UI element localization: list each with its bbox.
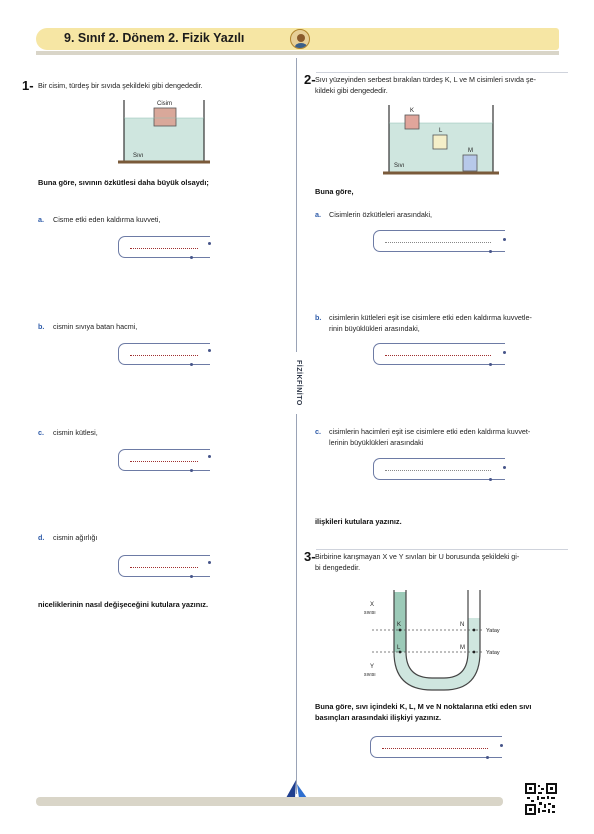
level-label: Yatay xyxy=(486,628,500,634)
part-text: cismin ağırlığı xyxy=(53,533,98,542)
question-rule xyxy=(316,549,568,550)
part-letter: b. xyxy=(38,322,45,331)
answer-box[interactable] xyxy=(118,236,212,264)
point-m-label: M xyxy=(460,645,465,651)
part-letter: c. xyxy=(38,428,44,437)
question-prompt: Buna göre, sıvının özkütlesi daha büyük olsaydı; xyxy=(38,178,209,187)
question-number: 1- xyxy=(22,78,34,93)
answer-box[interactable] xyxy=(118,555,212,583)
part-letter: a. xyxy=(315,210,321,219)
part-letter: a. xyxy=(38,215,44,224)
column-divider xyxy=(296,58,297,352)
level-label: Yatay xyxy=(486,650,500,656)
body-label-k: K xyxy=(410,108,415,114)
question-closing: niceliklerinin nasıl değişeceğini kutulara yazınız. xyxy=(38,600,209,609)
header-stripe xyxy=(36,51,559,55)
column-divider xyxy=(296,414,297,794)
answer-box[interactable] xyxy=(370,736,504,764)
liquid-x-label: X xyxy=(370,602,375,608)
point-n-label: N xyxy=(460,622,465,628)
liquid-label: Sıvı xyxy=(133,153,144,159)
part-letter: c. xyxy=(315,427,321,436)
qr-code-icon xyxy=(525,783,557,815)
part-text: cisimlerin kütleleri eşit ise cisimlere etki eden kaldırma kuvvetle- xyxy=(329,313,532,322)
body-label-m: M xyxy=(468,148,473,154)
question-number: 3- xyxy=(304,549,316,564)
question-text: Sıvı yüzeyinden serbest bırakılan türdeş K, L ve M cisimleri sıvıda şe- xyxy=(315,75,537,84)
part-text: Cisme etki eden kaldırma kuvveti, xyxy=(53,215,161,224)
question-text: bi dengededir. xyxy=(315,563,361,572)
part-text: Cisimlerin özkütleleri arasındaki, xyxy=(329,210,433,219)
point-k-label: K xyxy=(397,622,402,628)
part-text: cisimlerin hacimleri eşit ise cisimlere etki eden kaldırma kuvvet- xyxy=(329,427,531,436)
part-letter: d. xyxy=(38,533,45,542)
part-text: rinin büyüklükleri arasındaki, xyxy=(329,324,420,333)
q3-u-tube-figure xyxy=(372,588,512,694)
part-text: cismin kütlesi, xyxy=(53,428,98,437)
part-text: cismin sıvıya batan hacmi, xyxy=(53,322,138,331)
question-closing: ilişkileri kutulara yazınız. xyxy=(315,517,402,526)
page-title: 9. Sınıf 2. Dönem 2. Fizik Yazılı xyxy=(64,31,245,45)
footer-bar xyxy=(36,797,503,806)
liquid-label: Sıvı xyxy=(394,163,405,169)
point-l-label: L xyxy=(397,645,401,651)
body-label-l: L xyxy=(439,128,443,134)
part-letter: b. xyxy=(315,313,322,322)
question-prompt: basınçları arasındaki ilişkiyi yazınız. xyxy=(315,713,442,722)
answer-box[interactable] xyxy=(118,449,212,477)
question-text: kildeki gibi dengededir. xyxy=(315,86,388,95)
part-text: lerinin büyüklükleri arasındaki xyxy=(329,438,424,447)
question-number: 2- xyxy=(304,72,316,87)
question-text: Bir cisim, türdeş bir sıvıda şekildeki gibi dengededir. xyxy=(38,81,203,90)
liquid-x-sub: sıvısı xyxy=(364,610,376,616)
question-prompt: Buna göre, xyxy=(315,187,354,196)
avatar xyxy=(290,29,310,49)
question-text: Birbirine karışmayan X ve Y sıvıları bir U borusunda şekildeki gi- xyxy=(315,552,520,561)
question-prompt: Buna göre, sıvı içindeki K, L, M ve N noktalarına etki eden sıvı xyxy=(315,702,532,711)
answer-box[interactable] xyxy=(373,230,507,258)
question-rule xyxy=(316,72,568,73)
answer-box[interactable] xyxy=(373,458,507,486)
body-label: Cisim xyxy=(157,101,172,107)
answer-box[interactable] xyxy=(373,343,507,371)
answer-box[interactable] xyxy=(118,343,212,371)
spine-label: FİZİKFİNİTO xyxy=(295,360,302,406)
liquid-y-label: Y xyxy=(370,664,375,670)
liquid-y-sub: sıvısı xyxy=(364,672,376,678)
